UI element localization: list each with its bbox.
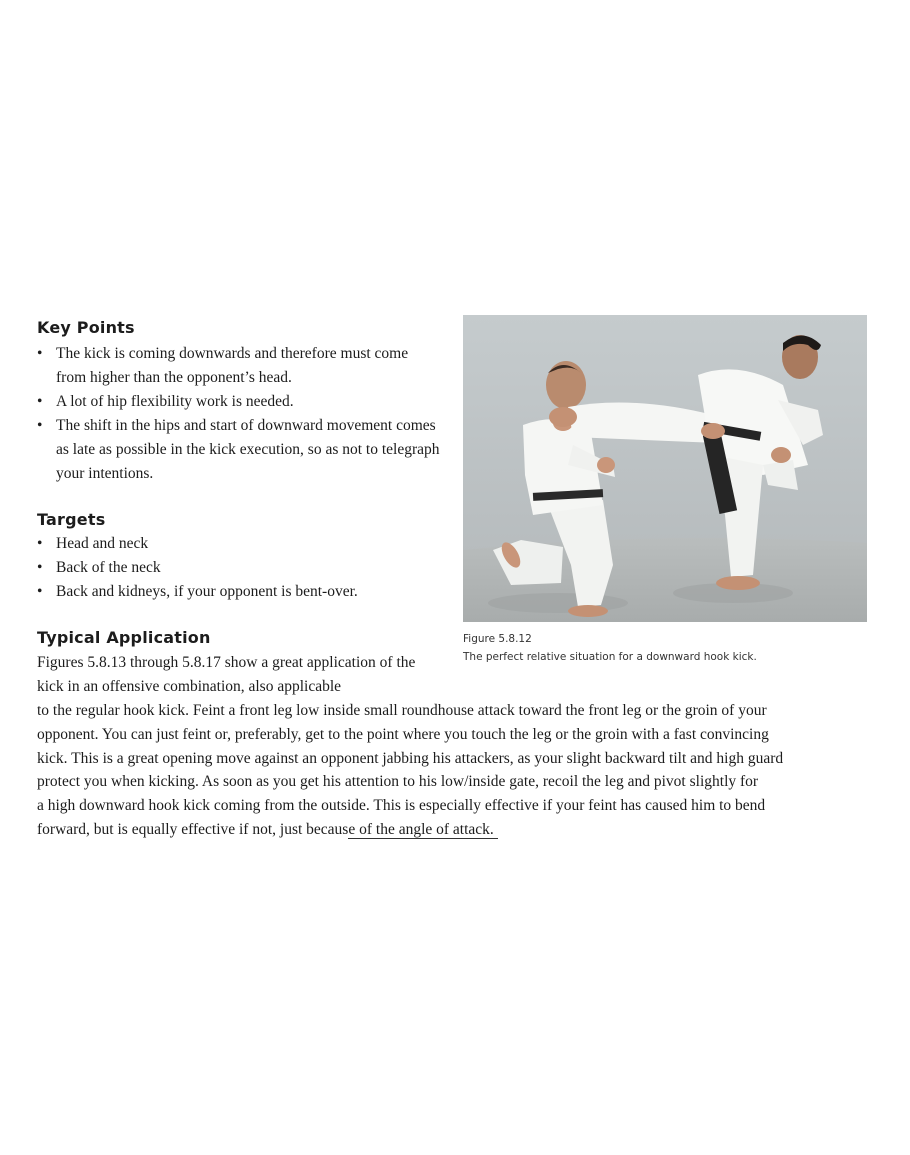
karate-kick-photo — [463, 315, 867, 622]
typical-application-heading: Typical Application — [37, 628, 211, 647]
target-item: • Back of the neck — [37, 556, 442, 580]
key-points-heading: Key Points — [37, 318, 135, 337]
key-point-item: • The kick is coming downwards and therefore must come from higher than the opponent’s head. — [37, 342, 442, 390]
key-point-item: • The shift in the hips and start of downward movement comes as late as possible in the kick execution, so as not to telegraph your intentions. — [37, 414, 442, 486]
body-line: protect you when kicking. As soon as you get his attention to his low/inside gate, recoil the leg and pivot slightly for — [37, 773, 759, 791]
target-item: • Back and kidneys, if your opponent is bent-over. — [37, 580, 442, 604]
key-points-list — [37, 342, 442, 486]
body-line: opponent. You can just feint or, preferably, get to the point where you touch the leg or the groin with a fast convincing — [37, 725, 769, 743]
body-line-text: forward, but is equally effective if not, just becaus — [37, 820, 349, 838]
application-body-text — [37, 699, 867, 842]
figure-number: Figure 5.8.12 — [463, 633, 532, 645]
application-intro-text: Figures 5.8.13 through 5.8.17 show a great application of the kick in an offensive combination, also applicable — [37, 654, 416, 695]
targets-list — [37, 532, 442, 604]
key-point-item: • A lot of hip flexibility work is needed. — [37, 390, 442, 414]
body-line: kick. This is a great opening move against an opponent jabbing his attackers, as your slight backward tilt and high guard — [37, 749, 784, 767]
body-line: a high downward hook kick coming from the outside. This is especially effective if your feint has caused him to bend — [37, 797, 766, 815]
figure-caption: The perfect relative situation for a downward hook kick. — [463, 651, 757, 663]
body-line: to the regular hook kick. Feint a front leg low inside small roundhouse attack toward the front leg or the groin of your — [37, 702, 767, 719]
body-line-last — [37, 818, 867, 842]
target-item: • Head and neck — [37, 532, 442, 556]
underlined-text: e of the angle of attack. — [348, 821, 497, 839]
targets-heading: Targets — [37, 510, 106, 529]
